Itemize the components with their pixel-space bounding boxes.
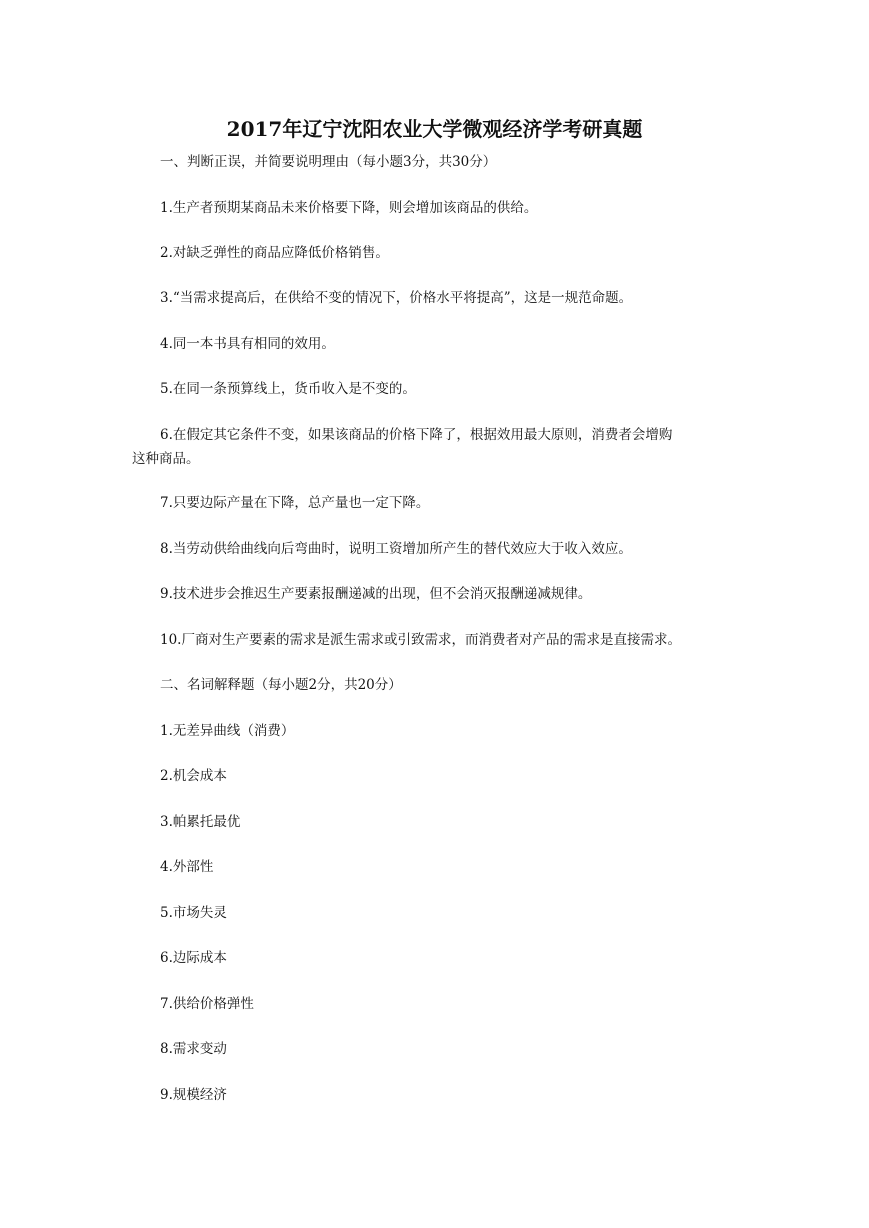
- section1-item-6-continuation: 这种商品。: [132, 451, 200, 467]
- section1-heading: 一、判断正误，并简要说明理由（每小题3分，共30分）: [160, 154, 497, 170]
- section2-item-8: 8.需求变动: [160, 1041, 227, 1057]
- section2-heading: 二、名词解释题（每小题2分，共20分）: [160, 677, 402, 693]
- section2-item-7: 7.供给价格弹性: [160, 996, 254, 1012]
- section1-item-9: 9.技术进步会推迟生产要素报酬递减的出现，但不会消灭报酬递减规律。: [160, 586, 592, 602]
- section1-item-10: 10.厂商对生产要素的需求是派生需求或引致需求，而消费者对产品的需求是直接需求。: [160, 632, 681, 648]
- section1-item-7: 7.只要边际产量在下降，总产量也一定下降。: [160, 495, 430, 511]
- section2-item-9: 9.规模经济: [160, 1087, 227, 1103]
- section2-item-4: 4.外部性: [160, 859, 214, 875]
- document-title: 2017年辽宁沈阳农业大学微观经济学考研真题: [226, 117, 643, 141]
- section2-item-6: 6.边际成本: [160, 950, 227, 966]
- section1-item-6: 6.在假定其它条件不变，如果该商品的价格下降了，根据效用最大原则，消费者会增购: [160, 427, 673, 443]
- section1-item-1: 1.生产者预期某商品未来价格要下降，则会增加该商品的供给。: [160, 200, 538, 216]
- section2-item-3: 3.帕累托最优: [160, 814, 241, 830]
- section1-item-5: 5.在同一条预算线上，货币收入是不变的。: [160, 381, 416, 397]
- section1-item-4: 4.同一本书具有相同的效用。: [160, 336, 335, 352]
- section1-item-2: 2.对缺乏弹性的商品应降低价格销售。: [160, 245, 389, 261]
- section1-item-3: 3.“当需求提高后，在供给不变的情况下，价格水平将提高”，这是一规范命题。: [160, 290, 633, 306]
- section2-item-2: 2.机会成本: [160, 768, 227, 784]
- section2-item-1: 1.无差异曲线（消费）: [160, 723, 295, 739]
- section1-item-8: 8.当劳动供给曲线向后弯曲时，说明工资增加所产生的替代效应大于收入效应。: [160, 541, 632, 557]
- section2-item-5: 5.市场失灵: [160, 905, 227, 921]
